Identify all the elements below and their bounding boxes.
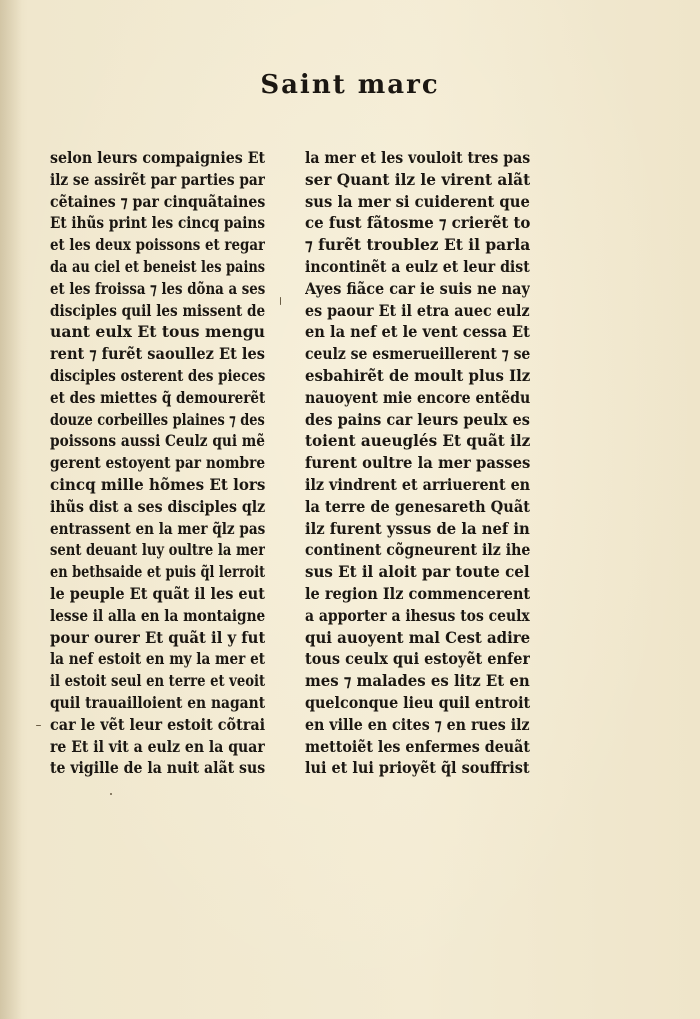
text-line: disciples quil les missent de [50, 300, 265, 320]
text-line: lesse il alla en la montaigne [50, 605, 265, 625]
text-line: mes ⁊ malades es litz Et en [305, 671, 530, 691]
text-line: qui auoyent mal Cest adire [305, 627, 530, 647]
text-line: ilz se assirẽt par parties par [50, 169, 265, 189]
text-line: le peuple Et quãt il les eut [50, 583, 265, 603]
text-line: et des miettes q̃ demourerẽt [50, 387, 265, 407]
text-line: quil trauailloient en nagant [50, 692, 265, 712]
text-line: mettoiẽt les enfermes deuãt [305, 736, 530, 756]
text-line: et les deux poissons et regar [50, 235, 265, 255]
text-line: en ville en cites ⁊ en rues ilz [305, 714, 530, 734]
text-line: continent cõgneurent ilz ihe [305, 540, 530, 560]
text-line: et les froissa ⁊ les dõna a ses [50, 278, 265, 298]
text-line: re Et il vit a eulz en la quar [50, 736, 265, 756]
text-line: en bethsaide et puis q̃l lerroit [50, 562, 265, 582]
text-line: uant eulx Et tous mengu [50, 322, 265, 342]
paper-speck [280, 297, 281, 305]
text-line: te vigille de la nuit alãt sus [50, 758, 265, 778]
text-line: car le vẽt leur estoit cõtrai [50, 714, 265, 734]
text-line: Ayes fiãce car ie suis ne nay [305, 278, 530, 298]
text-line: des pains car leurs peulx es [305, 409, 530, 429]
text-line: sus Et il aloit par toute cel [305, 562, 530, 582]
text-line: ceulz se esmerueillerent ⁊ se [305, 344, 530, 364]
text-line: ⁊ furẽt troublez Et il parla [305, 235, 530, 255]
text-line: pour ourer Et quãt il y fut [50, 627, 265, 647]
text-line: ser Quant ilz le virent alãt [305, 169, 530, 189]
text-line: disciples osterent des pieces [50, 365, 265, 385]
text-line: tous ceulx qui estoyẽt enfer [305, 649, 530, 669]
text-line: sent deuant luy oultre la mer [50, 540, 265, 560]
text-line: selon leurs compaignies Et [50, 148, 265, 167]
text-line: ilz vindrent et arriuerent en [305, 474, 530, 494]
text-line: incontinẽt a eulz et leur dist [305, 256, 530, 276]
text-line: Et ihũs print les cincq pains [50, 213, 265, 233]
text-line: esbahirẽt de moult plus Ilz [305, 365, 530, 385]
text-line: gerent estoyent par nombre [50, 453, 265, 473]
text-line: nauoyent mie encore entẽdu [305, 387, 530, 407]
text-line: la terre de genesareth Quãt [305, 496, 530, 516]
text-line: douze corbeilles plaines ⁊ des [50, 409, 265, 429]
text-line: il estoit seul en terre et veoit [50, 671, 265, 691]
text-line: ihũs dist a ses disciples qlz [50, 496, 265, 516]
text-line: toient aueuglés Et quãt ilz [305, 431, 530, 451]
text-line: le region Ilz commencerent [305, 583, 530, 603]
running-head: Saint marc [260, 70, 440, 100]
text-line: rent ⁊ furẽt saoullez Et les [50, 344, 265, 364]
paper-speck [36, 725, 41, 726]
left-text-column [50, 147, 265, 779]
text-line: quelconque lieu quil entroit [305, 692, 530, 712]
text-line: la mer et les vouloit tres pas [305, 148, 530, 167]
text-line: ilz furent yssus de la nef in [305, 518, 530, 538]
text-line: es paour Et il etra auec eulz [305, 300, 530, 320]
text-line: poissons aussi Ceulz qui mẽ [50, 431, 265, 451]
text-line: ce fust fãtosme ⁊ crierẽt to [305, 213, 530, 233]
text-line: cincq mille hõmes Et lors [50, 474, 265, 494]
page-gutter-shadow [0, 0, 22, 1019]
text-line: sus la mer si cuiderent que [305, 191, 530, 211]
paper-speck [110, 793, 112, 795]
text-line: entrassent en la mer q̃lz pas [50, 518, 265, 538]
text-line: en la nef et le vent cessa Et [305, 322, 530, 342]
text-line: furent oultre la mer passes [305, 453, 530, 473]
text-line: lui et lui prioyẽt q̃l souffrist [305, 758, 530, 778]
text-line: la nef estoit en my la mer et [50, 649, 265, 669]
text-line: a apporter a ihesus tos ceulx [305, 605, 530, 625]
right-text-column [305, 147, 530, 779]
text-line: da au ciel et beneist les pains [50, 256, 265, 276]
text-line: cẽtaines ⁊ par cinquãtaines [50, 191, 265, 211]
